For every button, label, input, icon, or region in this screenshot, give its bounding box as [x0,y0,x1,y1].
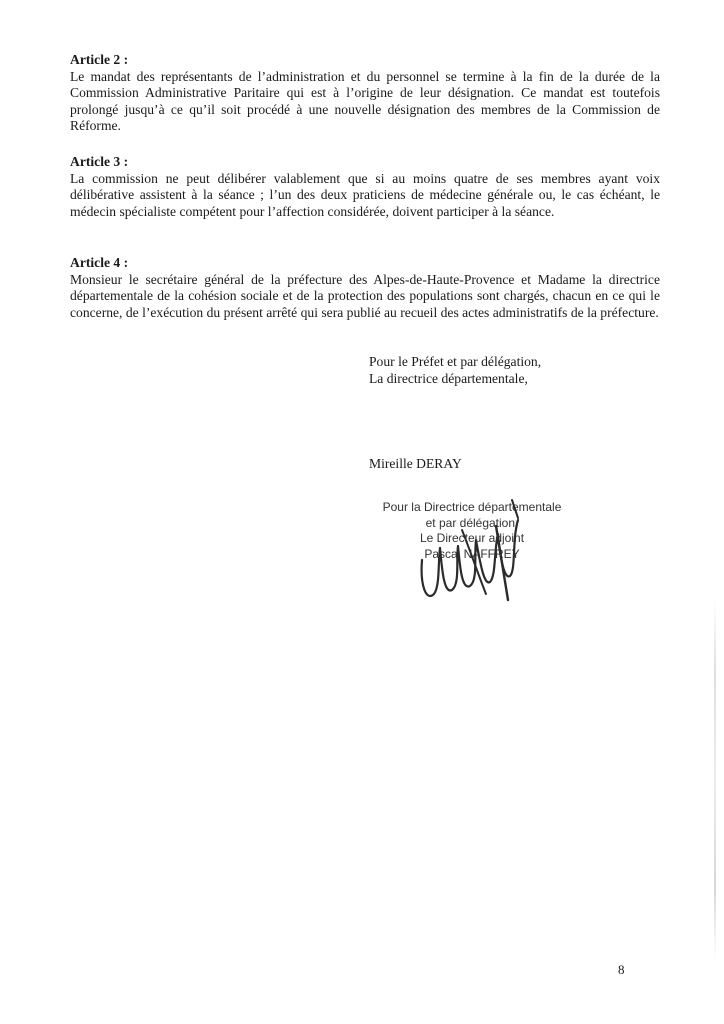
article-2-heading: Article 2 : [70,52,129,67]
article-2-body: Le mandat des représentants de l’administration et du personnel se termine à la fin de la durée de la Commission Administrative Paritaire qui est à l’origine de leur désignation. Ce mandat est toutefois prolongé jusqu’à ce qu’il soit procédé à une nouvelle désignation des membres de la Commission de Réforme. [70,68,660,134]
article-3-heading: Article 3 : [70,154,129,169]
signer-name: Mireille DERAY [369,456,462,471]
article-2 [70,52,660,135]
title-line: La directrice départementale, [369,370,528,386]
page-number: 8 [618,962,625,977]
article-4 [70,255,660,321]
article-4-heading: Article 4 : [70,255,129,270]
stamp-line-3: Le Directeur adjoint [419,531,525,545]
stamp-line-2: et par délégation, [425,515,519,530]
article-3-body: La commission ne peut délibérer valablement que si au moins quatre de ses membres ayant voix délibérative assistent à la séance ; l’un des deux praticiens de médecine générale ou, le cas échéant, le médecin spécialiste compétent pour l’affection considérée, doivent participer à la séance. [70,170,660,219]
stamp-line-1: Pour la Directrice départementale [382,500,562,514]
signature-block [369,354,541,387]
delegation-line: Pour le Préfet et par délégation, [369,354,542,369]
article-4-body: Monsieur le secrétaire général de la préfecture des Alpes-de-Haute-Provence et Madame la directrice départementale de la cohésion sociale et de la protection des populations sont chargés, chacun en ce qui le concerne, de l’exécution du présent arrêté qui sera publié au recueil des actes administratifs de la préfecture. [70,271,660,320]
article-3 [70,154,660,220]
handwritten-signature-icon [400,490,550,610]
scan-edge-mark [714,600,716,960]
stamp-line-4: Pascal NAFFREY [424,546,520,561]
